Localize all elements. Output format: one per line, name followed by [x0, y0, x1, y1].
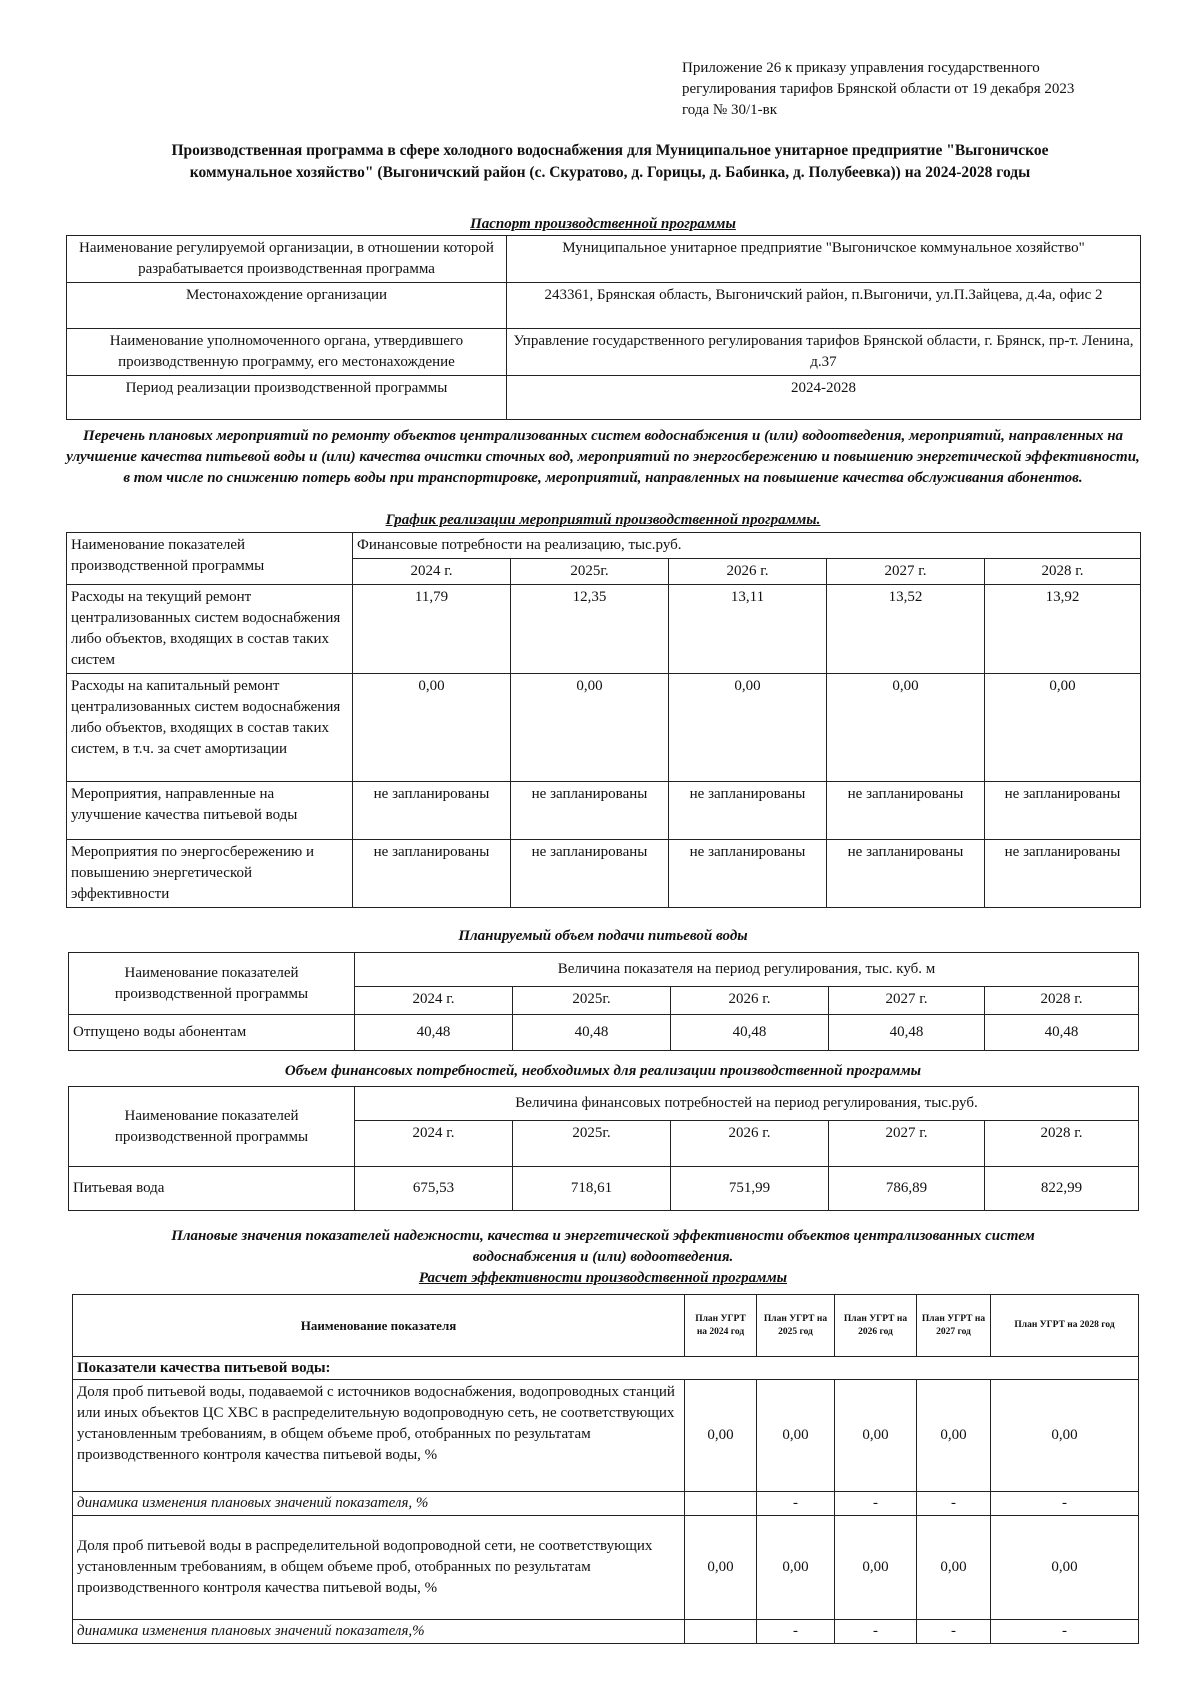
efficiency-title: Расчет эффективности производственной программы: [418, 1270, 788, 1286]
row-label: Доля проб питьевой воды в распределительной водопроводной сети, не соответствующих установленным требованиям, в общем объеме проб, отобранных по результатам производственного контроля качества питьевой воды, %: [73, 1516, 685, 1620]
cell-value: 675,53: [355, 1167, 513, 1211]
cell-value: 0,00: [757, 1380, 835, 1492]
year-header: 2026 г.: [671, 1121, 829, 1167]
row-label: Отпущено воды абонентам: [69, 1015, 355, 1051]
passport-row: [67, 329, 1141, 376]
year-header: 2028 г.: [985, 559, 1141, 585]
table-row: [67, 840, 1141, 908]
row-label: Питьевая вода: [69, 1167, 355, 1211]
cell-value: 751,99: [671, 1167, 829, 1211]
passport-label: Местонахождение организации: [67, 283, 507, 329]
cell-value: -: [917, 1492, 991, 1516]
passport-label: Наименование регулируемой организации, в отношении которой разрабатывается производственная программа: [67, 236, 507, 283]
table-header-row: [69, 953, 1139, 987]
cell-value: не запланированы: [827, 840, 985, 908]
row-label: Доля проб питьевой воды, подаваемой с источников водоснабжения, водопроводных станций или иных объектов ЦС ХВС в распределительную водопроводную сеть, не соответствующих установленным требованиям, в общем объеме проб, отобранных по результатам производственного контроля качества питьевой воды, %: [73, 1380, 685, 1492]
row-label: динамика изменения плановых значений показателя,%: [73, 1620, 685, 1644]
column-header: Наименование показателей производственной программы: [69, 953, 355, 1015]
column-header: Наименование показателей производственной программы: [67, 533, 353, 585]
table-row: [67, 674, 1141, 782]
cell-value: не запланированы: [353, 782, 511, 840]
year-header: План УГРТ на 2028 год: [991, 1295, 1139, 1357]
section-heading: Показатели качества питьевой воды:: [73, 1357, 1139, 1380]
column-group-header: Величина финансовых потребностей на период регулирования, тыс.руб.: [355, 1087, 1139, 1121]
cell-value: 0,00: [917, 1516, 991, 1620]
table-row: [73, 1620, 1139, 1644]
cell-value: 40,48: [985, 1015, 1139, 1051]
year-header: План УГРТ на 2026 год: [835, 1295, 917, 1357]
cell-value: 0,00: [991, 1516, 1139, 1620]
cell-value: 13,52: [827, 585, 985, 674]
cell-value: не запланированы: [511, 840, 669, 908]
cell-value: -: [757, 1492, 835, 1516]
cell-value: 40,48: [355, 1015, 513, 1051]
table-row: [73, 1516, 1139, 1620]
table-row: [69, 1167, 1139, 1211]
cell-value: 40,48: [671, 1015, 829, 1051]
cell-value: -: [757, 1620, 835, 1644]
cell-value: 718,61: [513, 1167, 671, 1211]
year-header: 2024 г.: [355, 1121, 513, 1167]
cell-value: не запланированы: [353, 840, 511, 908]
year-header: План УГРТ на 2024 год: [685, 1295, 757, 1357]
cell-value: не запланированы: [985, 840, 1141, 908]
cell-value: -: [991, 1620, 1139, 1644]
cell-value: 13,11: [669, 585, 827, 674]
table-row: [73, 1492, 1139, 1516]
cell-value: 40,48: [829, 1015, 985, 1051]
indicators-title: [66, 1226, 1140, 1289]
cell-value: 12,35: [511, 585, 669, 674]
section-row: [73, 1357, 1139, 1380]
document-title-line: Производственная программа в сфере холодного водоснабжения для Муниципальное унитарное предприятие "Выгоничское: [171, 142, 1049, 159]
table-row: [67, 585, 1141, 674]
cell-value: не запланированы: [827, 782, 985, 840]
cell-value: 0,00: [917, 1380, 991, 1492]
appendix-note: [682, 58, 1142, 121]
appendix-line: Приложение 26 к приказу управления государственного: [682, 60, 1040, 76]
row-label: Расходы на капитальный ремонт централизованных систем водоснабжения либо объектов, входящих в состав таких систем, в т.ч. за счет амортизации: [67, 674, 353, 782]
year-header: 2027 г.: [829, 1121, 985, 1167]
measures-table: [66, 532, 1141, 908]
finance-title: Объем финансовых потребностей, необходимых для реализации производственной программы: [284, 1063, 922, 1079]
passport-value: Управление государственного регулирования тарифов Брянской области, г. Брянск, пр-т. Ленина, д.37: [507, 329, 1141, 376]
table-header-row: [73, 1295, 1139, 1357]
cell-value: 11,79: [353, 585, 511, 674]
row-label: Расходы на текущий ремонт централизованных систем водоснабжения либо объектов, входящих в состав таких систем: [67, 585, 353, 674]
passport-row: [67, 376, 1141, 420]
cell-value: 0,00: [685, 1516, 757, 1620]
year-header: 2025г.: [511, 559, 669, 585]
cell-value: не запланированы: [511, 782, 669, 840]
indicators-table: [72, 1294, 1139, 1644]
volume-table: [68, 952, 1139, 1051]
year-header: 2028 г.: [985, 987, 1139, 1015]
finance-table: [68, 1086, 1139, 1211]
year-header: 2024 г.: [353, 559, 511, 585]
year-header: 2026 г.: [669, 559, 827, 585]
passport-value: 2024-2028: [507, 376, 1141, 420]
year-header: 2026 г.: [671, 987, 829, 1015]
passport-row: [67, 236, 1141, 283]
year-header: 2024 г.: [355, 987, 513, 1015]
column-header: Наименование показателя: [73, 1295, 685, 1357]
passport-label: Наименование уполномоченного органа, утвердившего производственную программу, его местонахождение: [67, 329, 507, 376]
volume-title: Планируемый объем подачи питьевой воды: [458, 928, 748, 944]
document-title-line: коммунальное хозяйство" (Выгоничский район (с. Скуратово, д. Горицы, д. Бабинка, д. Полубеевка)) на 2024-2028 годы: [189, 164, 1031, 181]
year-header: 2027 г.: [827, 559, 985, 585]
cell-value: 0,00: [669, 674, 827, 782]
cell-value: -: [835, 1620, 917, 1644]
table-header-row: [69, 1087, 1139, 1121]
passport-value: 243361, Брянская область, Выгоничский район, п.Выгоничи, ул.П.Зайцева, д.4а, офис 2: [507, 283, 1141, 329]
cell-value: 0,00: [511, 674, 669, 782]
appendix-line: регулирования тарифов Брянской области от 19 декабря 2023: [682, 81, 1075, 97]
cell-value: 0,00: [835, 1516, 917, 1620]
year-header: 2025г.: [513, 987, 671, 1015]
cell-value: 13,92: [985, 585, 1141, 674]
cell-value: 822,99: [985, 1167, 1139, 1211]
year-header: 2028 г.: [985, 1121, 1139, 1167]
table-row: [73, 1380, 1139, 1492]
passport-label: Период реализации производственной программы: [67, 376, 507, 420]
cell-value: -: [835, 1492, 917, 1516]
row-label: динамика изменения плановых значений показателя, %: [73, 1492, 685, 1516]
passport-title: Паспорт производственной программы: [470, 216, 736, 232]
row-label: Мероприятия по энергосбережению и повышению энергетической эффективности: [67, 840, 353, 908]
year-header: 2025г.: [513, 1121, 671, 1167]
year-header: План УГРТ на 2025 год: [757, 1295, 835, 1357]
cell-value: [685, 1492, 757, 1516]
cell-value: не запланированы: [985, 782, 1141, 840]
table-row: [69, 1015, 1139, 1051]
cell-value: 0,00: [985, 674, 1141, 782]
cell-value: 0,00: [685, 1380, 757, 1492]
cell-value: не запланированы: [669, 840, 827, 908]
table-header-row: [67, 533, 1141, 559]
year-header: План УГРТ на 2027 год: [917, 1295, 991, 1357]
passport-table: [66, 235, 1141, 420]
row-label: Мероприятия, направленные на улучшение качества питьевой воды: [67, 782, 353, 840]
document-title: [110, 140, 1110, 184]
cell-value: 0,00: [835, 1380, 917, 1492]
cell-value: 0,00: [991, 1380, 1139, 1492]
indicators-title-line: водоснабжения и (или) водоотведения.: [472, 1249, 734, 1265]
column-header: Наименование показателей производственной программы: [69, 1087, 355, 1167]
cell-value: 0,00: [353, 674, 511, 782]
indicators-title-line: Плановые значения показателей надежности, качества и энергетической эффективности объектов централизованных систем: [171, 1228, 1035, 1244]
cell-value: 40,48: [513, 1015, 671, 1051]
schedule-title: График реализации мероприятий производственной программы.: [385, 512, 821, 528]
column-group-header: Финансовые потребности на реализацию, тыс.руб.: [353, 533, 1141, 559]
table-row: [67, 782, 1141, 840]
cell-value: [685, 1620, 757, 1644]
column-group-header: Величина показателя на период регулирования, тыс. куб. м: [355, 953, 1139, 987]
measures-intro: Перечень плановых мероприятий по ремонту объектов централизованных систем водоснабжения и (или) водоотведения, мероприятий, направленных на улучшение качества питьевой воды и (или) качества очистки сточных вод, мероприятий по энергосбережению и повышению энергетической эффективности, в том числе по снижению потерь воды при транспортировке, мероприятий, направленных на повышение качества обслуживания абонентов.: [66, 428, 1140, 486]
cell-value: 786,89: [829, 1167, 985, 1211]
year-header: 2027 г.: [829, 987, 985, 1015]
cell-value: не запланированы: [669, 782, 827, 840]
passport-value: Муниципальное унитарное предприятие "Выгоничское коммунальное хозяйство": [507, 236, 1141, 283]
cell-value: -: [917, 1620, 991, 1644]
cell-value: 0,00: [827, 674, 985, 782]
cell-value: -: [991, 1492, 1139, 1516]
cell-value: 0,00: [757, 1516, 835, 1620]
passport-row: [67, 283, 1141, 329]
appendix-line: года № 30/1-вк: [682, 102, 777, 118]
